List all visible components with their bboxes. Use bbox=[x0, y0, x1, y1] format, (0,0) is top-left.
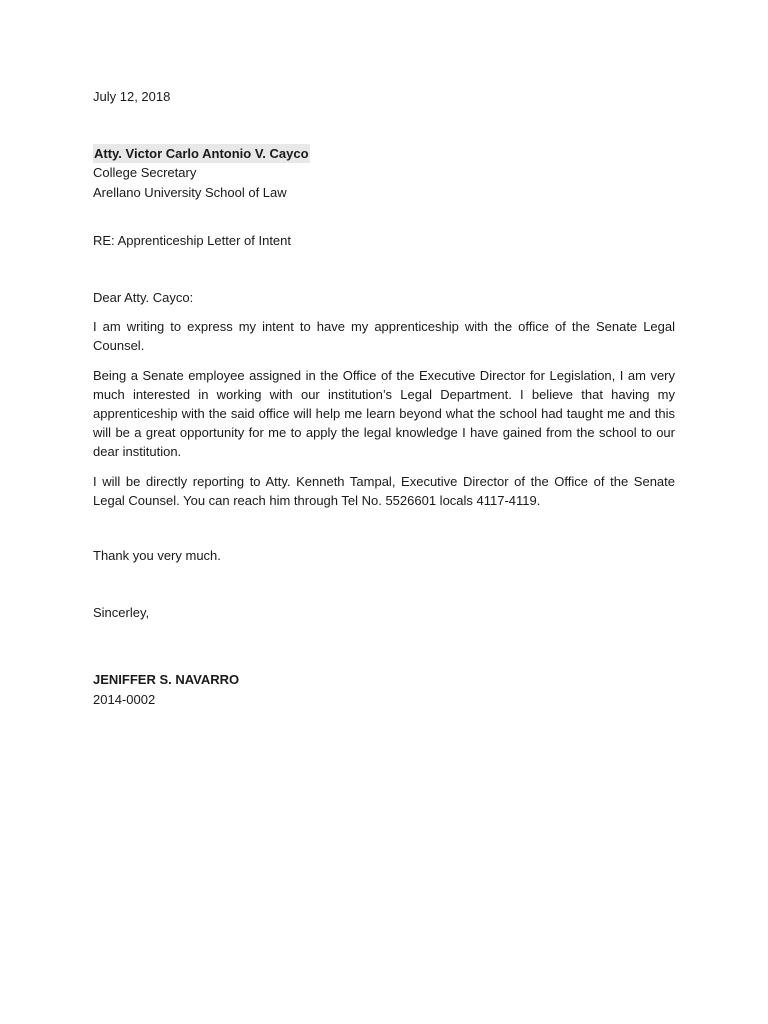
letter-body bbox=[93, 87, 675, 709]
thanks-line: Thank you very much. bbox=[93, 548, 221, 564]
paragraph-contact: I will be directly reporting to Atty. Kenneth Tampal, Executive Director of the Office of the Senate Legal Counsel. You can reach him through Tel No. 5526601 locals 4117-4119. bbox=[93, 473, 675, 508]
salutation: Dear Atty. Cayco: bbox=[93, 290, 194, 306]
subject-line: RE: Apprenticeship Letter of Intent bbox=[93, 232, 292, 248]
recipient-organization: Arellano University School of Law bbox=[93, 184, 287, 200]
signer-name: JENIFFER S. NAVARRO bbox=[93, 672, 240, 688]
signer-id: 2014-0002 bbox=[93, 691, 156, 707]
recipient-block bbox=[93, 144, 675, 202]
paragraph-intent: I am writing to express my intent to have my apprenticeship with the office of the Senate Legal Counsel. bbox=[93, 319, 675, 354]
letter-date: July 12, 2018 bbox=[93, 89, 171, 104]
closing-line: Sincerley, bbox=[93, 605, 150, 621]
paragraph-background: Being a Senate employee assigned in the Office of the Executive Director for Legislation, I am very much interested in working with our institution’s Legal Department. I believe that having my apprenticeship with the said office will help me learn beyond what the school had taught me and this will be a great opportunity for me to apply the legal knowledge I have gained from the school to our dear institution. bbox=[93, 367, 675, 460]
recipient-name: Atty. Victor Carlo Antonio V. Cayco bbox=[93, 144, 310, 163]
recipient-title: College Secretary bbox=[93, 165, 197, 181]
